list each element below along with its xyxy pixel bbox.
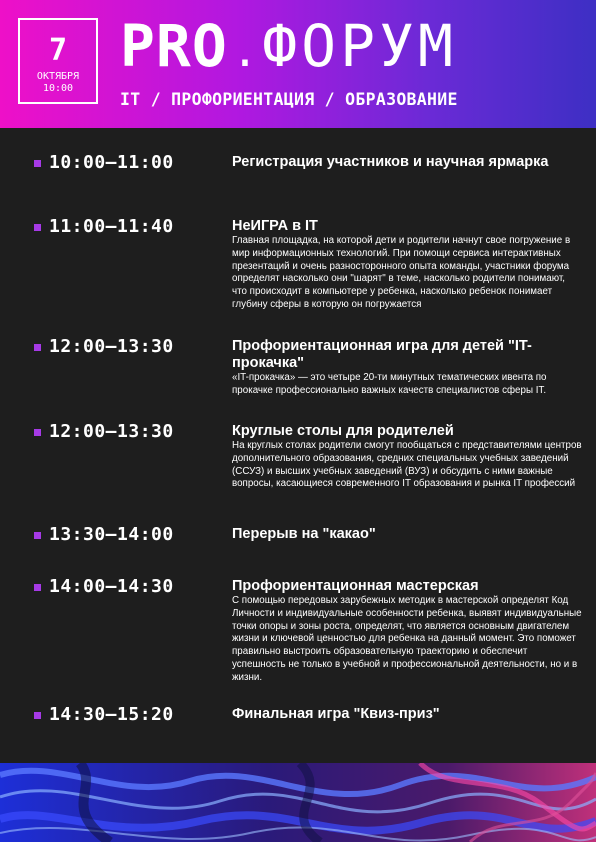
schedule-description: С помощью передовых зарубежных методик в мастерской определят Код Личности и индивидуальные особенности ребенка, выявят индивидуальные точки опоры и зоны роста, определят, что является основным двигателем жизни и ключевой ценностью для ребенка на данный момент. Это поможет правильно выстроить образовательную траекторию и обеспечит успешность не только в учебной и профессиональной деятельности, но и в жизни. xyxy=(232,595,582,683)
title-forum: ФОРУМ xyxy=(262,12,457,80)
schedule-title: Регистрация участников и научная ярмарка xyxy=(232,154,549,170)
schedule-body xyxy=(232,423,582,491)
date-day: 7 xyxy=(48,33,68,68)
header-banner xyxy=(0,0,596,128)
schedule-title: Перерыв на "какао" xyxy=(232,526,376,542)
schedule-time: 10:00–11:00 xyxy=(49,152,174,173)
date-box xyxy=(18,18,98,104)
date-month: ОКТЯБРЯ xyxy=(36,71,80,82)
schedule-time: 11:00–11:40 xyxy=(49,216,174,237)
schedule-description: «IT-прокачка» — это четыре 20-ти минутных тематических ивента по прокачке профессионально важных качеств специалистов сферы IT. xyxy=(232,372,547,396)
schedule-body xyxy=(232,218,582,312)
event-subtitle: IT / ПРОФОРИЕНТАЦИЯ / ОБРАЗОВАНИЕ xyxy=(120,90,458,109)
schedule-body xyxy=(232,706,582,723)
schedule-title: Профориентационная игра для детей "IT-прокачка" xyxy=(232,338,532,371)
title-dot: . xyxy=(231,26,259,77)
schedule-title: Финальная игра "Квиз-приз" xyxy=(232,706,440,722)
title-pro: PRO xyxy=(120,12,228,80)
bullet-icon xyxy=(34,712,41,719)
bullet-icon xyxy=(34,584,41,591)
schedule-title: НеИГРА в IT xyxy=(232,218,318,234)
bullet-icon xyxy=(34,160,41,167)
bullet-icon xyxy=(34,224,41,231)
marble-pattern xyxy=(0,763,596,842)
schedule-time: 14:00–14:30 xyxy=(49,576,174,597)
schedule-body xyxy=(232,526,582,543)
schedule-body xyxy=(232,338,582,398)
schedule-time: 14:30–15:20 xyxy=(49,704,174,725)
schedule-description: На круглых столах родители смогут пообщаться с представителями центров дополнительного образования, средних специальных учебных заведений (ССУЗ) и высших учебных заведений (ВУЗ) и обсудить с ними важные вопросы, касающиеся современного IT образования и рынка IT профессий xyxy=(232,440,582,490)
schedule-body xyxy=(232,154,582,171)
schedule-title: Профориентационная мастерская xyxy=(232,578,479,594)
bullet-icon xyxy=(34,429,41,436)
schedule-title: Круглые столы для родителей xyxy=(232,423,454,439)
schedule-time: 12:00–13:30 xyxy=(49,336,174,357)
decorative-footer-image xyxy=(0,763,596,842)
schedule-time: 12:00–13:30 xyxy=(49,421,174,442)
bullet-icon xyxy=(34,532,41,539)
schedule-time: 13:30–14:00 xyxy=(49,524,174,545)
schedule-description: Главная площадка, на которой дети и родители начнут свое погружение в мир информационных технологий. При помощи сервиса интерактивных презентаций и очень разносторонного опыта команды, участники форума определят насколько они "шарят" в теме, насколько родители понимают, что происходит в компьютере у ребенка, насколько ребенок понимает глубину сферы в которую он погружается xyxy=(232,235,571,310)
date-time: 10:00 xyxy=(42,83,74,94)
bullet-icon xyxy=(34,344,41,351)
schedule-body xyxy=(232,578,582,685)
event-title xyxy=(120,14,457,78)
